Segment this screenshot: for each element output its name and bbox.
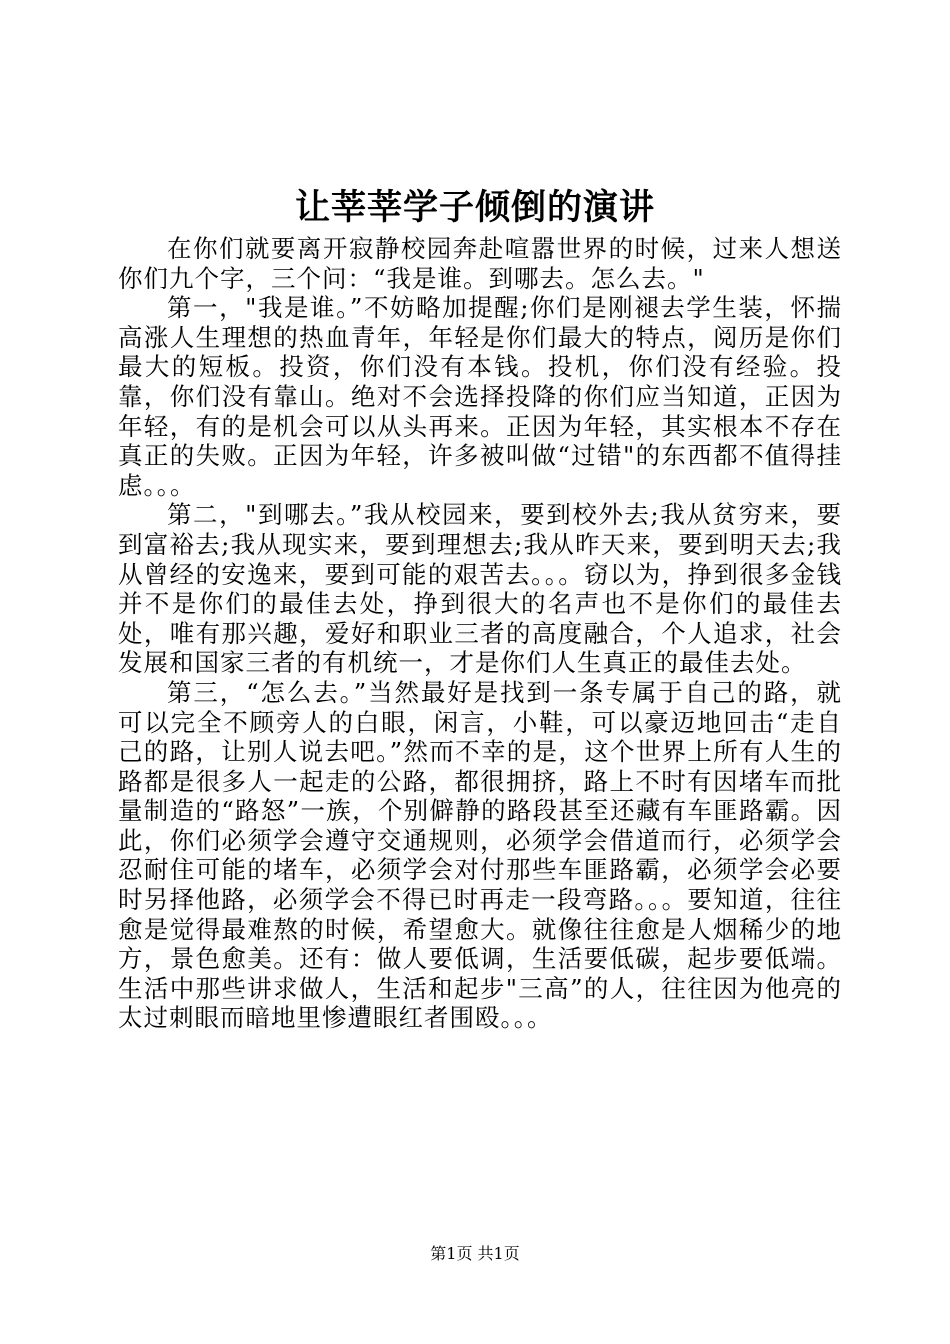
paragraph-first: 第一，"我是谁。”不妨略加提醒;你们是刚褪去学生装，怀揣高涨人生理想的热血青年，年轻是你们最大的特点，阅历是你们最大的短板。投资，你们没有本钱。投机，你们没有经验。投靠，你们没有靠山。绝对不会选择投降的你们应当知道，正因为年轻，有的是机会可以从头再来。正因为年轻，其实根本不存在真正的失败。正因为年轻，许多被叫做“过错"的东西都不值得挂虑。。。 (118, 293, 842, 500)
page-footer: 第1页 共1页 (430, 1244, 520, 1263)
paragraph-third: 第三，“怎么去。”当然最好是找到一条专属于自己的路，就可以完全不顾旁人的白眼，闲言，小鞋，可以豪迈地回击“走自己的路，让别人说去吧。”然而不幸的是，这个世界上所有人生的路都是很多人一起走的公路，都很拥挤，路上不时有因堵车而批量制造的“路怒”一族，个别僻静的路段甚至还藏有车匪路霸。因此，你们必须学会遵守交通规则，必须学会借道而行，必须学会忍耐住可能的堵车，必须学会对付那些车匪路霸，必须学会必要时另择他路，必须学会不得已时再走一段弯路。。。要知道，往往愈是觉得最难熬的时候，希望愈大。就像往往愈是人烟稀少的地方，景色愈美。还有：做人要低调，生活要低碳，起步要低端。生活中那些讲求做人，生活和起步"三高”的人，往往因为他亮的太过刺眼而暗地里惨遭眼红者围殴。。。 (118, 677, 842, 1033)
paragraph-second: 第二，"到哪去。”我从校园来，要到校外去;我从贫穷来，要到富裕去;我从现实来，要到理想去;我从昨天来，要到明天去;我从曾经的安逸来，要到可能的艰苦去。。。窃以为，挣到很多金钱并不是你们的最佳去处，挣到很大的名声也不是你们的最佳去处，唯有那兴趣，爱好和职业三者的高度融合，个人追求，社会发展和国家三者的有机统一，才是你们人生真正的最佳去处。 (118, 500, 842, 678)
document-title: 让莘莘学子倾倒的演讲 (294, 187, 655, 228)
paragraph-intro: 在你们就要离开寂静校园奔赴喧嚣世界的时候，过来人想送你们九个字，三个问：“我是谁。到哪去。怎么去。" (118, 234, 842, 293)
document-body (118, 234, 842, 1033)
